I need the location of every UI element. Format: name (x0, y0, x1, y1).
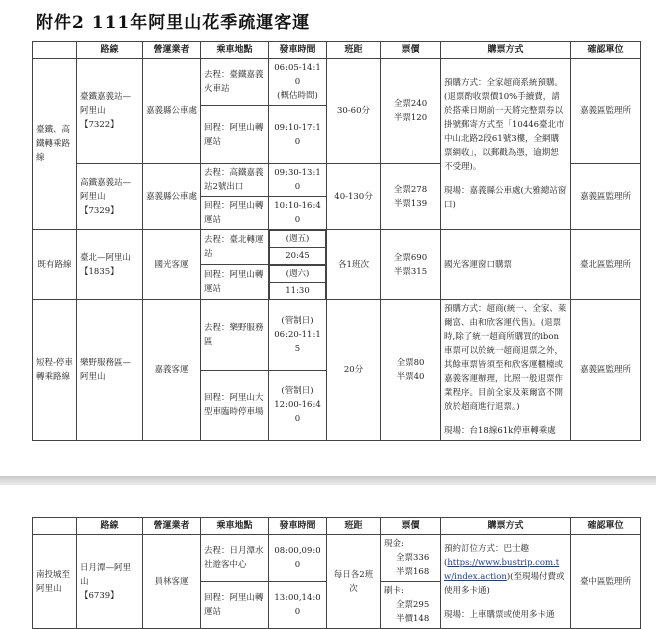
header-unit: 確認單位 (571, 42, 641, 59)
purchase-presale: 預購方式：全家超商系統預購。(退票酌收票價10%手續費，請於搭乘日期前一天將完整票券以掛號郵寄方式至「10446臺北市中山北路2段61號3樓，全網購票網收」，以郵戳為憑，逾期恕不受理)。 (444, 78, 565, 172)
unit-cell: 臺北區監理所 (571, 230, 641, 300)
operator-cell: 嘉義客運 (143, 300, 201, 441)
header-unit: 確認單位 (571, 518, 641, 535)
return-time-value: 11:30 (270, 283, 326, 300)
fare-cash-half: 半票168 (396, 567, 430, 577)
outbound-time (269, 59, 327, 106)
outbound-time-value: 06:20-11:15 (274, 329, 321, 354)
header-interval: 班距 (327, 518, 381, 535)
header-category (33, 42, 77, 59)
fare-cash-full: 全票336 (396, 553, 430, 563)
category-cell: 既有路線 (33, 230, 77, 300)
return-time: 09:10-17:10 (269, 106, 327, 164)
purchase-link-open: ( (444, 557, 448, 568)
table-row (33, 59, 641, 106)
return-stop: 回程：阿里山轉運站 (201, 197, 269, 230)
fare-full: 全票278 (393, 184, 428, 195)
fare-card-label: 刷卡: (384, 586, 404, 596)
fare-cell (381, 230, 441, 300)
category-cell: 臺鐵、高鐵轉乘路線 (33, 59, 77, 230)
return-stop: 回程：阿里山轉運站 (201, 106, 269, 164)
purchase-onsite: 現場：嘉義縣公車處(大雅總站窗口) (444, 186, 567, 210)
interval-cell: 每日各2班次 (327, 535, 381, 629)
outbound-stop: 去程：日月潭水社遊客中心 (201, 535, 269, 582)
return-stop: 回程：阿里山轉運站 (201, 265, 269, 300)
fare-full: 全票690 (393, 252, 428, 263)
header-route: 路線 (77, 42, 143, 59)
purchase-onsite: 現場：台18線61k停車轉乘處 (444, 426, 556, 436)
outbound-time (269, 300, 327, 371)
header-stop: 乘車地點 (201, 42, 269, 59)
interval-cell: 各1班次 (327, 230, 381, 300)
fare-full: 全票80 (396, 358, 425, 368)
purchase-cell: 國光客運窗口購票 (441, 230, 571, 300)
outbound-day: (週五) (270, 231, 326, 248)
route-cell (77, 230, 143, 300)
bustrip-link[interactable]: https://www.bustrip.com.tw/index.action (444, 557, 560, 582)
header-stop: 乘車地點 (201, 518, 269, 535)
purchase-cell (441, 300, 571, 441)
purchase-presale: 預約訂位方式：巴士趣 (444, 543, 530, 554)
fare-half: 半票139 (393, 198, 428, 209)
fare-cell (381, 164, 441, 230)
unit-cell: 嘉義區監理所 (571, 164, 641, 230)
outbound-time-note: (概估時間) (277, 91, 318, 101)
unit-cell: 嘉義區監理所 (571, 59, 641, 164)
purchase-onsite: 現場：上車購票或使用多卡通 (444, 609, 555, 620)
outbound-time-value: 20:45 (270, 248, 326, 265)
purchase-cell (441, 59, 571, 230)
schedule-table (32, 41, 641, 441)
table-row (33, 230, 641, 265)
route-name: 日月潭—阿里山 (80, 562, 132, 587)
header-category (33, 518, 77, 535)
route-cell (77, 59, 143, 164)
category-cell: 南投城至阿里山 (33, 535, 77, 629)
route-number: 【6739】 (80, 590, 119, 601)
header-time: 發車時間 (269, 42, 327, 59)
return-time: 13:00,14:00 (269, 582, 327, 629)
fare-cash-label: 現金: (384, 539, 404, 549)
header-fare: 票價 (381, 518, 441, 535)
route-name: 高鐵嘉義站—阿里山 (80, 177, 132, 202)
route-name: 臺鐵嘉義站—阿里山 (80, 92, 132, 116)
return-stop: 回程：阿里山大型車臨時停車場 (201, 370, 269, 441)
operator-cell: 嘉義縣公車處 (143, 59, 201, 164)
outbound-time: 08:00,09:00 (269, 535, 327, 582)
fare-card-cell (381, 582, 441, 629)
page-separator (0, 476, 656, 485)
outbound-stop: 去程：高鐵嘉義站2號出口 (201, 164, 269, 197)
outbound-stop: 去程：臺北轉運站 (201, 230, 269, 265)
header-purchase: 購票方式 (441, 518, 571, 535)
fare-half: 半票40 (396, 372, 425, 382)
table-row (33, 535, 641, 582)
route-cell (77, 535, 143, 629)
outbound-time-value: 06:05-14:10 (274, 63, 321, 87)
header-operator: 營運業者 (143, 42, 201, 59)
purchase-presale: 預購方式：超商(統一、全家、萊爾富、由和欣客運代售)。(退票時,除了統一超商所購買的ibon車票可以於統一超商退票之外，其餘車票皆須至和欣客運櫃檯或嘉義客運辦理，比照一般退票作業程序。目前全家及萊爾富不開放於超商進行退票。) (444, 304, 567, 412)
outbound-time-note: (管制日) (281, 315, 314, 326)
route-cell: 樂野服務區—阿里山 (77, 300, 143, 441)
route-name: 臺北—阿里山 (80, 252, 132, 263)
unit-cell: 臺中區監理所 (571, 535, 641, 629)
outbound-time: 09:30-13:10 (269, 164, 327, 197)
route-number: 【7322】 (80, 120, 119, 130)
outbound-stop: 去程：臺鐵嘉義火車站 (201, 59, 269, 106)
route-number: 【1835】 (80, 266, 119, 277)
return-time (269, 370, 327, 441)
route-number: 【7329】 (80, 205, 119, 216)
fare-cash-cell (381, 535, 441, 582)
page-title: 附件2 111年阿里山花季疏運客運 (36, 13, 311, 33)
fare-cell (381, 300, 441, 441)
interval-cell: 40-130分 (327, 164, 381, 230)
header-interval: 班距 (327, 42, 381, 59)
outbound-stop: 去程：樂野服務區 (201, 300, 269, 371)
outbound-time (269, 230, 327, 265)
fare-half: 半票120 (393, 113, 428, 123)
operator-cell: 嘉義縣公車處 (143, 164, 201, 230)
purchase-cell (441, 535, 571, 629)
operator-cell: 員林客運 (143, 535, 201, 629)
header-time: 發車時間 (269, 518, 327, 535)
return-day: (週六) (270, 266, 326, 283)
interval-cell: 20分 (327, 300, 381, 441)
table-row (33, 300, 641, 371)
header-purchase: 購票方式 (441, 42, 571, 59)
return-time-value: 12:00-16:40 (274, 400, 321, 425)
interval-cell: 30-60分 (327, 59, 381, 164)
fare-card-full: 全票295 (396, 600, 430, 610)
return-time-note: (管制日) (281, 386, 314, 397)
schedule-table-2 (32, 517, 641, 629)
header-route: 路線 (77, 518, 143, 535)
fare-full: 全票240 (393, 99, 428, 109)
route-cell (77, 164, 143, 230)
return-time (269, 265, 327, 300)
fare-card-half: 半價148 (396, 614, 430, 624)
category-cell: 短程-停車轉乘路線 (33, 300, 77, 441)
return-time: 10:10-16:40 (269, 197, 327, 230)
fare-half: 半票315 (393, 266, 428, 277)
return-stop: 回程：阿里山轉運站 (201, 582, 269, 629)
header-fare: 票價 (381, 42, 441, 59)
header-row (33, 518, 641, 535)
header-row (33, 42, 641, 59)
operator-cell: 國光客運 (143, 230, 201, 300)
fare-cell (381, 59, 441, 164)
unit-cell: 嘉義區監理所 (571, 300, 641, 441)
header-operator: 營運業者 (143, 518, 201, 535)
purchase-suffix: )(至現場付費或使用多卡通) (444, 571, 565, 596)
